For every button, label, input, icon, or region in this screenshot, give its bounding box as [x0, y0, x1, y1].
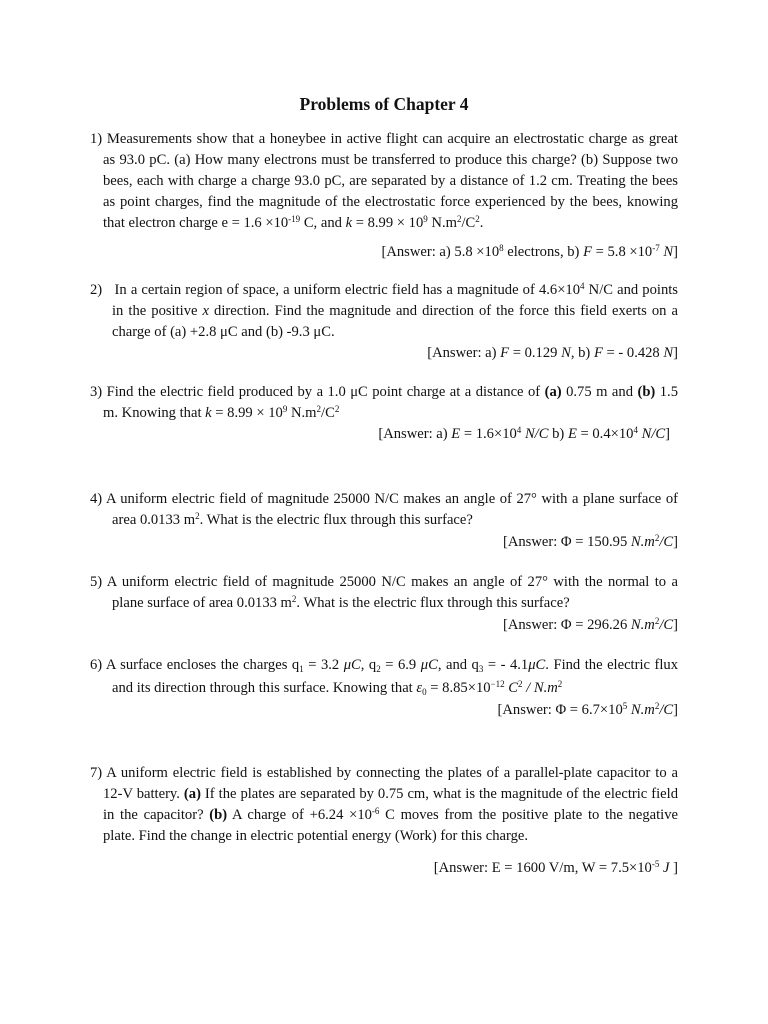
problem-number: 5)	[90, 574, 103, 590]
problem-2	[90, 280, 678, 364]
problem-1	[90, 129, 678, 263]
problem-7	[90, 763, 678, 879]
problem-1-answer: [Answer: a) $5.8 \times 10^8$ electrons, b) $F = 5.8 \times 10^{-7}$ N]	[381, 243, 678, 260]
problem-4-answer: [Answer: Φ = 150.95 $N.m^2/C$]	[502, 533, 678, 550]
problem-3-answer: [Answer: a) $E = 1.6\times 10^4$ N/C b) $E = 0.4\times 10^4$ N/C]	[378, 425, 670, 442]
page-title: Problems of Chapter 4	[299, 94, 469, 114]
problem-6	[90, 654, 678, 721]
problem-number: 4)	[90, 491, 103, 507]
problem-number: 3)	[90, 384, 103, 400]
problem-number: 1)	[90, 131, 103, 147]
problem-4	[90, 489, 678, 553]
problem-number: 7)	[90, 765, 103, 781]
problem-5-text: 5) A uniform electric field of magnitude 25000 N/C makes an angle of 27° with the normal to a plane surface of area 0.0133 $m^2$. What is the electric flux through this surface?	[90, 574, 678, 611]
problem-number: 2)	[90, 282, 103, 298]
problem-6-answer: [Answer: $\Phi = 6.7\times 10^5$ $N.m^2/C$]	[497, 701, 678, 718]
problem-7-answer: [Answer: E = 1600 V/m, $W = 7.5\times 10^{-5}$ J ]	[433, 859, 678, 876]
problem-6-text: 6) A surface encloses the charges $q_1 = 3.2$ μC, $q_2 = 6.9$ μC, and $q_3$ = - 4.1μC. Find the electric flux and its direction through this surface. Knowing that $\varepsilon_0 = 8.85\times 10^{-12}$ $C^2 / N.m^2$	[90, 657, 679, 697]
problem-5	[90, 572, 678, 636]
problem-2-answer: [Answer: a) F = 0.129 N, b) F = - 0.428 N]	[427, 345, 678, 361]
problem-3	[90, 382, 678, 445]
problem-3-text: 3) Find the electric field produced by a 1.0 μC point charge at a distance of (a) 0.75 m and (b) 1.5 m. Knowing that $k = 8.99 \times 10^9$ $N.m^2/C^2$	[90, 384, 678, 421]
problem-2-text: 2) In a certain region of space, a uniform electric field has a magnitude of $4.6\times 10^4$ N/C and points in the positive x direction. Find the magnitude and direction of the force this field exerts on a charge of (a) +2.8 μC and (b) -9.3 μC.	[90, 281, 678, 340]
problem-1-text: 1) Measurements show that a honeybee in active flight can acquire an electrostatic charge as great as 93.0 pC. (a) How many electrons must be transferred to produce this charge? (b) Suppose two bees, each with charge a charge 93.0 pC, are separated by a distance of 1.2 cm. Treating the bees as point charges, find the magnitude of the electrostatic force experienced by the bees, knowing that electron charge $e = 1.6 \times 10^{-19}$ C, and $k = 8.99 \times 10^9$ $N.m^2/C^2$.	[90, 131, 678, 231]
problem-4-text: 4) A uniform electric field of magnitude 25000 N/C makes an angle of 27° with a plane surface of area 0.0133 $m^2$. What is the electric flux through this surface?	[90, 491, 678, 528]
problem-number: 6)	[90, 657, 103, 673]
problem-7-text: 7) A uniform electric field is established by connecting the plates of a parallel-plate capacitor to a 12-V battery. (a) If the plates are separated by 0.75 cm, what is the magnitude of the electric field in the capacitor? (b) A charge of $+6.24 \times 10^{-6}$ C moves from the positive plate to the negative plate. Find the change in electric potential energy (Work) for this charge.	[90, 765, 678, 844]
problem-5-answer: [Answer: Φ = 296.26 $N.m^2/C$]	[502, 616, 678, 633]
